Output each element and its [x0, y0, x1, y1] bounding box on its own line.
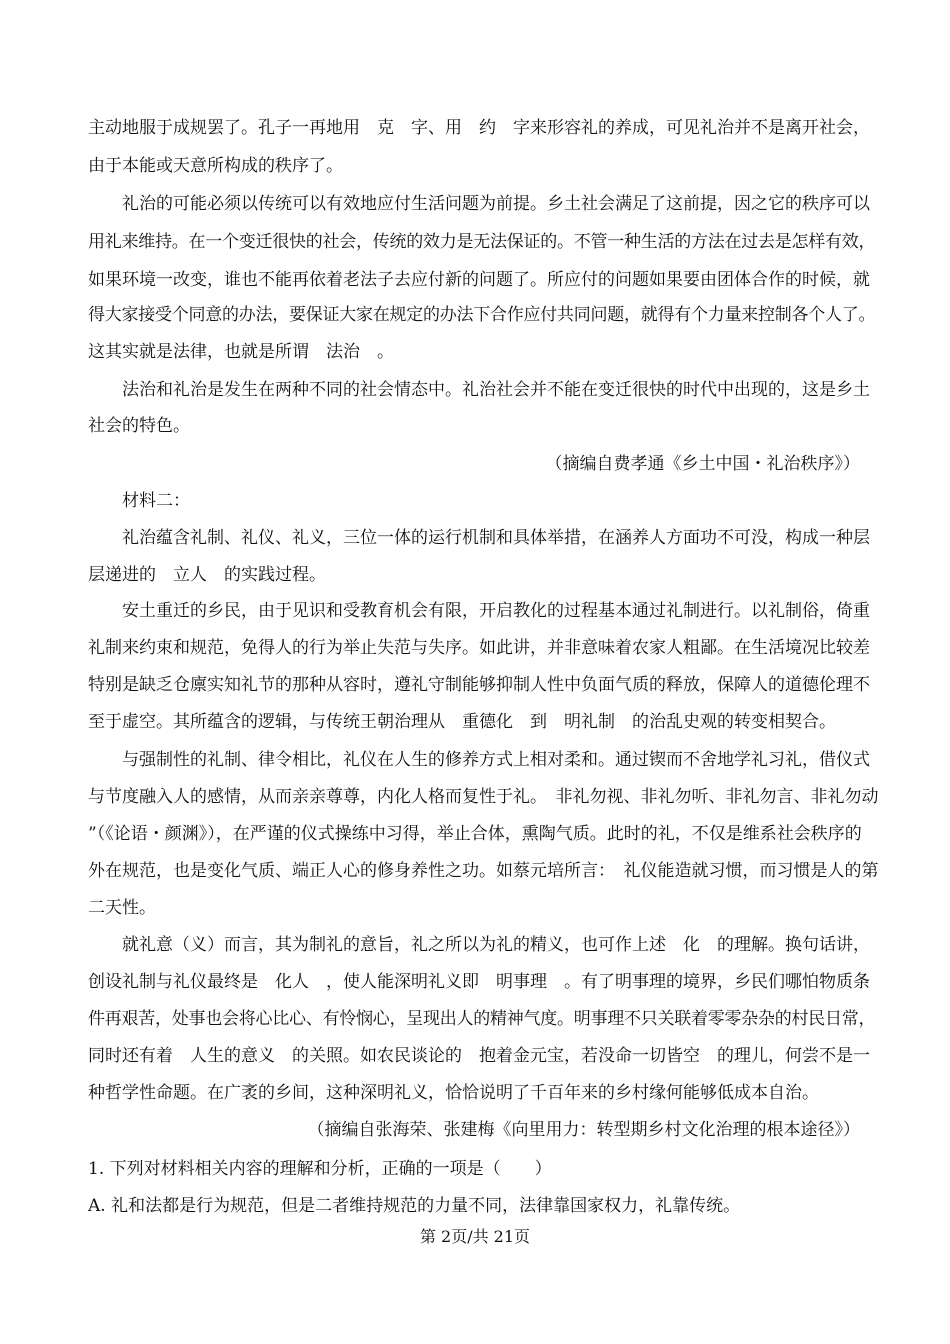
text-line: 由于本能或天意所构成的秩序了。	[88, 156, 343, 176]
text-line: 主动地服于成规罢了。孔子一再地用 克 字、用 约 字来形容礼的养成，可见礼治并不是离开社会，	[88, 118, 870, 138]
page-number: 第 2页/共 21页	[419, 1227, 531, 1246]
text-line: 法治和礼治是发生在两种不同的社会情态中。礼治社会并不能在变迁很快的时代中出现的，这是乡土	[122, 380, 870, 400]
source-citation: （摘编自张海荣、张建梅《向里用力：转型期乡村文化治理的根本途径》）	[307, 1120, 860, 1140]
text-line: 外在规范，也是变化气质、端正人心的修身养性之功。如蔡元培所言： 礼仪能造就习惯，而习惯是人的第	[88, 861, 878, 881]
text-line: 如果环境一改变，谁也不能再依着老法子去应付新的问题了。所应付的问题如果要由团体合作的时候，就	[88, 270, 870, 290]
text-line: 与强制性的礼制、律令相比，礼仪在人生的修养方式上相对柔和。通过锲而不舍地学礼习礼，借仪式	[122, 750, 870, 770]
text-line: 礼治蕴含礼制、礼仪、礼义，三位一体的运行机制和具体举措，在涵养人方面功不可没，构成一种层	[122, 528, 870, 548]
text-line: 件再艰苦，处事也会将心比心、有怜悯心，呈现出人的精神气度。明事理不只关联着零零杂杂的村民日常，	[88, 1009, 876, 1029]
text-line: ”（《论语・颜渊》），在严谨的仪式操练中习得，举止合体，熏陶气质。此时的礼，不仅是维系社会秩序的	[88, 824, 862, 844]
text-line: 与节度融入人的感情，从而亲亲尊尊，内化人格而复性于礼。 非礼勿视、非礼勿听、非礼勿言、非礼勿动	[88, 787, 878, 807]
source-citation: （摘编自费孝通《乡土中国・礼治秩序》）	[545, 454, 860, 474]
text-line: 特别是缺乏仓廪实知礼节的那种从容时，遵礼守制能够抑制人性中负面气质的释放，保障人的道德伦理不	[88, 675, 870, 695]
text-line: 至于虚空。其所蕴含的逻辑，与传统王朝治理从 重德化 到 明礼制 的治乱史观的转变相契合。	[88, 712, 836, 732]
section-heading: 材料二：	[122, 491, 190, 511]
text-line: 种哲学性命题。在广袤的乡间，这种深明礼义，恰恰说明了千百年来的乡村缘何能够低成本自治。	[88, 1083, 819, 1103]
text-line: 创设礼制与礼仪最终是 化人 ，使人能深明礼义即 明事理 。有了明事理的境界，乡民们哪怕物质条	[88, 972, 870, 992]
text-line: 层递进的 立人 的实践过程。	[88, 565, 326, 585]
text-line: 礼制来约束和规范，免得人的行为举止失范与失序。如此讲，并非意味着农家人粗鄙。在生活境况比较差	[88, 638, 870, 658]
text-line: 这其实就是法律，也就是所谓 法治 。	[88, 342, 394, 362]
answer-option-a: A. 礼和法都是行为规范，但是二者维持规范的力量不同，法律靠国家权力，礼靠传统。	[88, 1196, 741, 1216]
text-line: 得大家接受个同意的办法，要保证大家在规定的办法下合作应付共同问题，就得有个力量来控制各个人了。	[88, 305, 876, 325]
text-line: 礼治的可能必须以传统可以有效地应付生活问题为前提。乡土社会满足了这前提，因之它的秩序可以	[122, 194, 870, 214]
text-line: 用礼来维持。在一个变迁很快的社会，传统的效力是无法保证的。不管一种生活的方法在过去是怎样有效，	[88, 232, 876, 252]
text-line: 安土重迁的乡民，由于见识和受教育机会有限，开启教化的过程基本通过礼制进行。以礼制俗，倚重	[122, 601, 870, 621]
text-line: 就礼意（义）而言，其为制礼的意旨，礼之所以为礼的精义，也可作上述 化 的理解。换句话讲，	[122, 935, 870, 955]
question-stem: 1. 下列对材料相关内容的理解和分析，正确的一项是（ ）	[88, 1159, 552, 1179]
text-line: 二天性。	[88, 898, 156, 918]
text-line: 社会的特色。	[88, 416, 190, 436]
text-line: 同时还有着 人生的意义 的关照。如农民谈论的 抱着金元宝，若没命一切皆空 的理儿，何尝不是一	[88, 1046, 870, 1066]
